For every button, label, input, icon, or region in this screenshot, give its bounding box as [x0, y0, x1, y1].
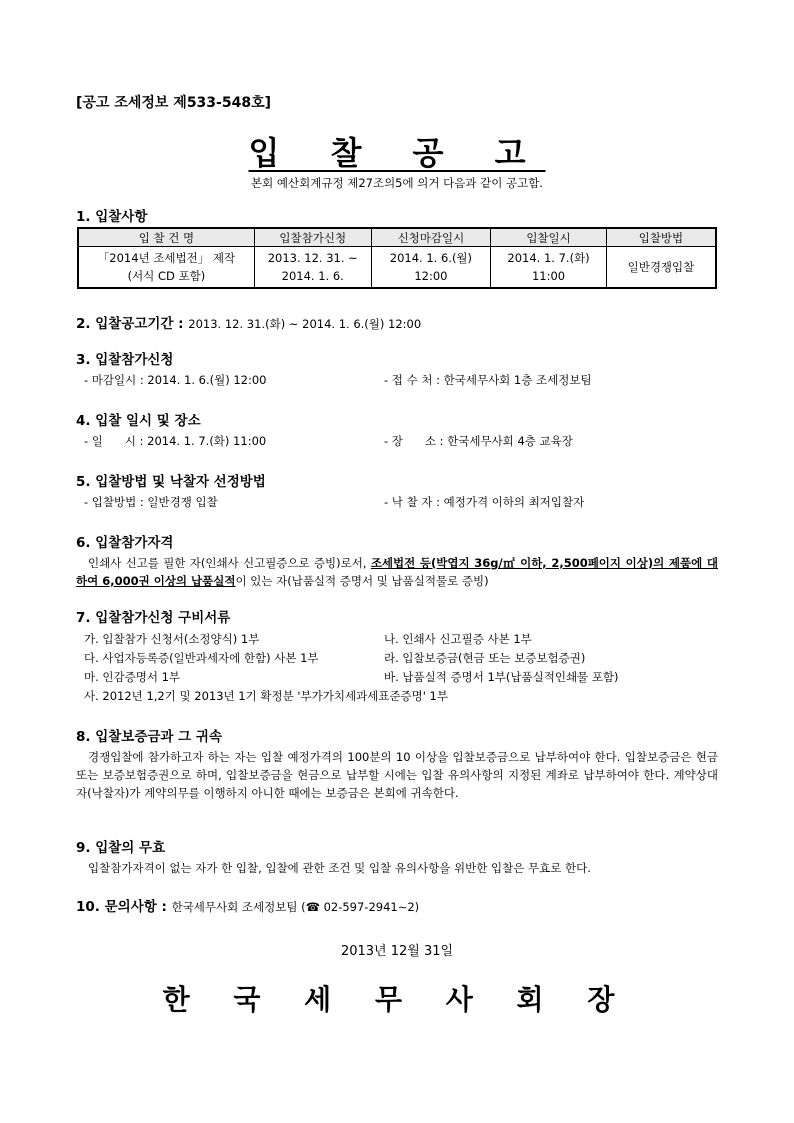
cell-line: 일반경쟁입찰 — [627, 260, 695, 274]
bid-time-line: - 일 시 : 2014. 1. 7.(화) 11:00 — [84, 434, 267, 448]
cell-line: 11:00 — [531, 269, 566, 283]
deadline-line: - 마감일시 : 2014. 1. 6.(월) 12:00 — [84, 373, 267, 387]
cell-bid-date — [491, 247, 607, 289]
qualification-part: 이 있는 자(납품실적 증명서 및 납품실적물로 증빙) — [235, 574, 489, 588]
section-9-heading: 9. 입찰의 무효 — [76, 840, 166, 856]
reception-line: - 접 수 처 : 한국세무사회 1층 조세정보팀 — [384, 373, 592, 387]
doc-item-ra: 라. 입찰보증금(현금 또는 보증보험증권) — [384, 651, 586, 665]
col-header-method: 입찰방법 — [606, 228, 716, 247]
section-10-title: 10. 문의사항 : — [76, 899, 167, 915]
cell-line: 12:00 — [414, 269, 448, 283]
title-text: 입 찰 공 고 — [248, 134, 546, 172]
deposit-text — [76, 748, 718, 802]
cell-application — [254, 247, 371, 289]
signature: 한 국 세 무 사 회 장 — [162, 983, 632, 1016]
section-6-heading: 6. 입찰참가자격 — [76, 535, 174, 551]
col-header-bid-date: 입찰일시 — [491, 228, 607, 247]
intro-text: 본회 예산회계규정 제27조의5에 의거 다음과 같이 공고함. — [251, 176, 543, 190]
qualification-text — [76, 554, 718, 590]
section-10-heading — [76, 895, 419, 915]
winner-line: - 낙 찰 자 : 예정가격 이하의 최저입찰자 — [384, 495, 585, 509]
col-header-application: 입찰참가신청 — [254, 228, 371, 247]
notice-period: 2013. 12. 31.(화) ~ 2014. 1. 6.(월) 12:00 — [188, 317, 422, 331]
cell-line: 「2014년 조세법전」 제작 — [97, 251, 236, 265]
cell-line: 2014. 1. 7.(화) — [507, 251, 590, 265]
cell-deadline — [371, 247, 491, 289]
invalid-text — [76, 859, 718, 877]
doc-item-da: 다. 사업자등록증(일반과세자에 한함) 사본 1부 — [84, 651, 319, 665]
section-2-heading — [76, 312, 421, 332]
qualification-emphasis: 조세법전 등(박엽지 36g/㎡ 이하, 2,500페이지 이상)의 제품에 대하여 6,000권 이상의 납품실적 — [76, 556, 718, 588]
qualification-part: 인쇄사 신고를 필한 자(인쇄사 신고필증으로 증빙)로서, — [88, 556, 371, 570]
bid-place-line: - 장 소 : 한국세무사회 4층 교육장 — [384, 434, 573, 448]
cell-line: 2014. 1. 6.(월) — [389, 251, 473, 265]
section-1-heading: 1. 입찰사항 — [76, 209, 148, 225]
invalid-body: 입찰참가자격이 없는 자가 한 입찰, 입찰에 관한 조건 및 입찰 유의사항을 위반한 입찰은 무효로 한다. — [88, 861, 591, 875]
notice-number: [공고 조세정보 제533-548호] — [76, 95, 271, 111]
col-header-item: 입 찰 건 명 — [78, 228, 254, 247]
cell-line: 2013. 12. 31. ~ — [267, 251, 358, 265]
section-3-heading: 3. 입찰참가신청 — [76, 352, 174, 368]
doc-item-ba: 바. 납품실적 증명서 1부(납품실적인쇄물 포함) — [384, 670, 619, 684]
doc-item-ma: 마. 인감증명서 1부 — [84, 670, 181, 684]
table-row — [78, 247, 716, 289]
bid-items-table — [77, 227, 717, 289]
section-7-heading: 7. 입찰참가신청 구비서류 — [76, 610, 231, 626]
col-header-deadline: 신청마감일시 — [371, 228, 491, 247]
table-header-row — [78, 228, 716, 247]
contact-info: 한국세무사회 조세정보팀 (☎ 02-597-2941∼2) — [171, 900, 420, 914]
section-5-heading: 5. 입찰방법 및 낙찰자 선정방법 — [76, 474, 266, 490]
section-8-heading: 8. 입찰보증금과 그 귀속 — [76, 729, 222, 745]
doc-item-na: 나. 인쇄사 신고필증 사본 1부 — [384, 632, 532, 646]
notice-date: 2013년 12월 31일 — [340, 944, 454, 959]
cell-method — [606, 247, 716, 289]
deposit-body: 경쟁입찰에 참가하고자 하는 자는 입찰 예정가격의 100분의 10 이상을 입찰보증금으로 납부하여야 한다. 입찰보증금은 현금 또는 보증보험증권으로 하며, 입찰보증금을 현금으로 납부할 시에는 입찰 유의사항의 지정된 계좌로 납부하여야 한다. 계약상대자(낙찰자)가 계약의무를 이행하지 아니한 때에는 보증금은 본회에 귀속한다. — [76, 750, 718, 800]
section-4-heading: 4. 입찰 일시 및 장소 — [76, 413, 201, 429]
doc-item-ga: 가. 입찰참가 신청서(소정양식) 1부 — [84, 632, 260, 646]
cell-line: (서식 CD 포함) — [127, 269, 206, 283]
cell-line: 2014. 1. 6. — [281, 269, 344, 283]
cell-item — [78, 247, 254, 289]
doc-item-sa: 사. 2012년 1,2기 및 2013년 1기 확정분 '부가가치세과세표준증명' 1부 — [84, 689, 448, 703]
section-2-title: 2. 입찰공고기간 : — [76, 316, 184, 332]
bid-method-line: - 입찰방법 : 일반경쟁 입찰 — [84, 495, 218, 509]
document-title — [0, 128, 794, 174]
